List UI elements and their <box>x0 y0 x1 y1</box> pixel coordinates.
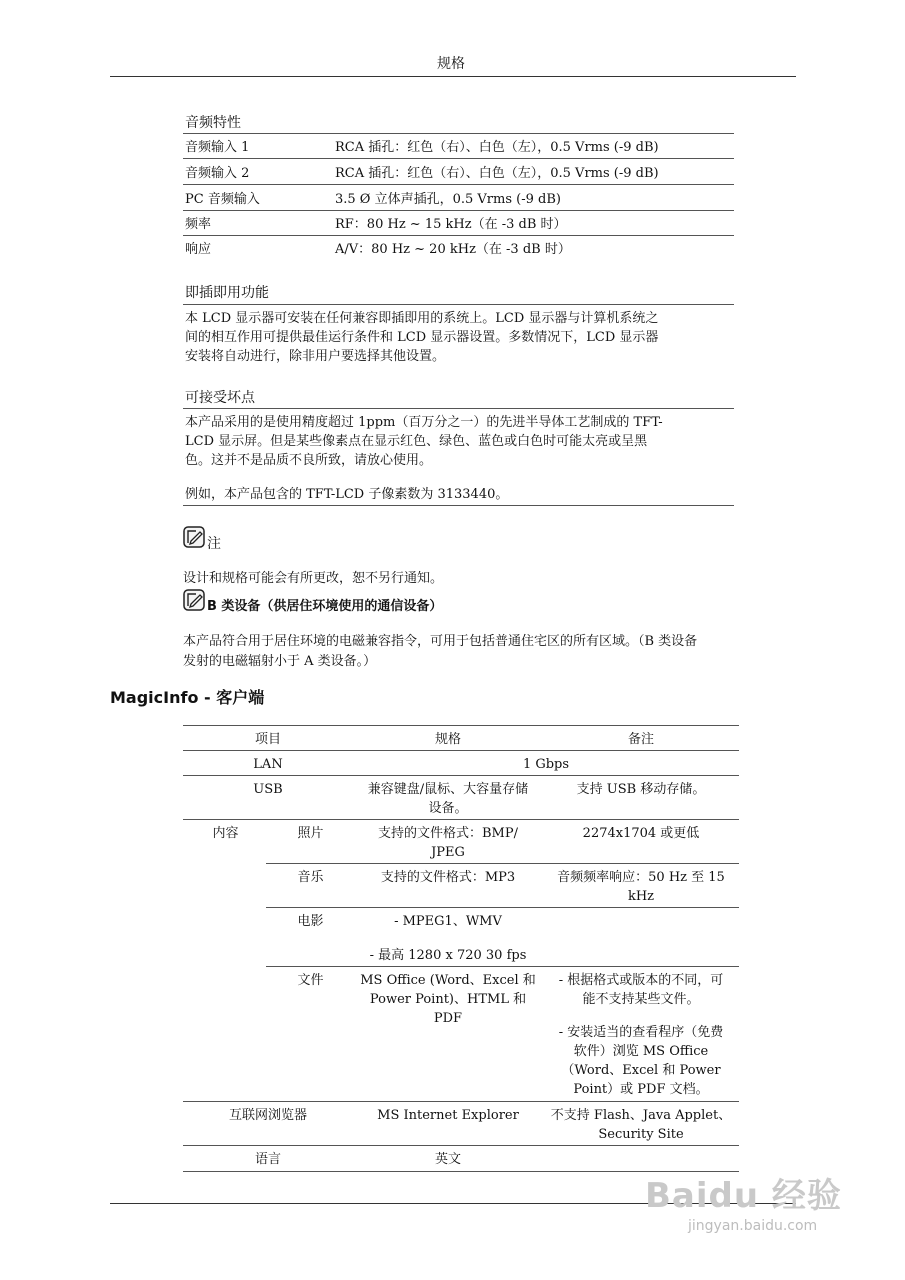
audio-row-value: RF：80 Hz ~ 15 kHz（在 -3 dB 时） <box>335 217 567 232</box>
mi-rule <box>266 966 739 967</box>
plug-line: 本 LCD 显示器可安装在任何兼容即插即用的系统上。LCD 显示器与计算机系统之 <box>185 311 659 326</box>
mi-usb-note: 支持 USB 移动存储。 <box>576 782 706 797</box>
pixel-rule-bottom <box>183 505 734 506</box>
plug-heading: 即插即用功能 <box>185 285 269 301</box>
mi-lan-label: LAN <box>253 757 283 772</box>
classb-title: B 类设备（供居住环境使用的通信设备） <box>207 599 443 614</box>
mi-rule <box>183 750 739 751</box>
audio-rule-1 <box>183 158 734 159</box>
classb-line: 发射的电磁辐射小于 A 类设备。） <box>183 654 377 669</box>
pixel-example: 例如，本产品包含的 TFT-LCD 子像素数为 3133440。 <box>185 487 509 502</box>
mi-language-label: 语言 <box>254 1152 281 1167</box>
plug-line: 安装将自动进行，除非用户要选择其他设置。 <box>185 349 446 364</box>
audio-rule-2 <box>183 184 734 185</box>
mi-usb-spec: 兼容键盘/鼠标、大容量存储 <box>367 782 529 797</box>
note-label: 注 <box>207 536 221 552</box>
mi-rule <box>183 1145 739 1146</box>
mi-music-note: kHz <box>627 889 655 904</box>
header-rule <box>110 76 796 77</box>
pixel-rule <box>183 408 734 409</box>
mi-movie-spec: - MPEG1、WMV <box>394 914 502 929</box>
mi-file-note: - 根据格式或版本的不同，可 <box>558 973 724 988</box>
mi-music-spec: 支持的文件格式：MP3 <box>380 870 516 885</box>
mi-file-spec: PDF <box>433 1011 463 1026</box>
mi-movie-label: 电影 <box>297 914 324 929</box>
audio-rule-0 <box>183 133 734 134</box>
pixel-line: LCD 显示屏。但是某些像素点在显示红色、绿色、蓝色或白色时可能太亮或呈黑 <box>185 434 648 449</box>
page-header-title: 规格 <box>437 56 465 72</box>
pixel-line: 本产品采用的是使用精度超过 1ppm（百万分之一）的先进半导体工艺制成的 TFT- <box>185 415 663 430</box>
mi-file-note: （Word、Excel 和 Power <box>561 1063 721 1078</box>
magicinfo-title: MagicInfo - 客户端 <box>110 688 265 707</box>
audio-row-label: 响应 <box>185 242 212 257</box>
mi-music-note: 音频频率响应：50 Hz 至 15 <box>557 870 725 885</box>
classb-line: 本产品符合用于居住环境的电磁兼容指令，可用于包括普通住宅区的所有区域。（B 类设备 <box>183 634 698 649</box>
note-text: 设计和规格可能会有所更改，恕不另行通知。 <box>183 571 444 586</box>
mi-usb-label: USB <box>253 782 283 797</box>
note-icon <box>183 526 205 548</box>
pixel-line: 色。这并不是品质不良所致，请放心使用。 <box>185 453 433 468</box>
pixel-heading: 可接受坏点 <box>185 390 255 406</box>
watermark-logo: Baidu 经验 <box>645 1176 842 1216</box>
audio-rule-4 <box>183 235 734 236</box>
audio-row-value: RCA 插孔：红色（右）、白色（左），0.5 Vrms (-9 dB) <box>335 166 659 181</box>
mi-language-spec: 英文 <box>434 1152 461 1167</box>
mi-rule <box>183 1101 739 1102</box>
mi-header-item: 项目 <box>254 732 281 747</box>
mi-photo-spec: JPEG <box>431 845 465 860</box>
mi-photo-spec: 支持的文件格式：BMP/ <box>378 826 518 841</box>
watermark-url: jingyan.baidu.com <box>688 1218 818 1234</box>
audio-row-value: 3.5 Ø 立体声插孔，0.5 Vrms (-9 dB) <box>335 192 561 207</box>
mi-file-spec: MS Office (Word、Excel 和 <box>360 973 536 988</box>
mi-browser-label: 互联网浏览器 <box>228 1108 307 1123</box>
mi-movie-spec: - 最高 1280 x 720 30 fps <box>369 948 527 963</box>
mi-file-note: 能不支持某些文件。 <box>582 992 700 1007</box>
audio-row-value: RCA 插孔：红色（右）、白色（左），0.5 Vrms (-9 dB) <box>335 140 659 155</box>
mi-file-note: - 安装适当的查看程序（免费 <box>558 1025 724 1040</box>
mi-lan-spec: 1 Gbps <box>522 757 570 772</box>
audio-row-label: 音频输入 1 <box>185 140 250 155</box>
audio-row-value: A/V：80 Hz ~ 20 kHz（在 -3 dB 时） <box>335 242 571 257</box>
mi-rule <box>183 819 739 820</box>
mi-browser-spec: MS Internet Explorer <box>377 1108 519 1123</box>
mi-rule <box>266 863 739 864</box>
mi-header-note: 备注 <box>627 732 654 747</box>
mi-browser-note: 不支持 Flash、Java Applet、 <box>550 1108 732 1123</box>
mi-music-label: 音乐 <box>297 870 324 885</box>
mi-header-spec: 规格 <box>434 732 461 747</box>
audio-rule-3 <box>183 210 734 211</box>
mi-browser-note: Security Site <box>598 1127 684 1142</box>
mi-rule-top <box>183 725 739 726</box>
mi-photo-label: 照片 <box>297 826 324 841</box>
mi-content-label: 内容 <box>212 826 239 841</box>
mi-photo-note: 2274x1704 或更低 <box>582 826 700 841</box>
mi-file-label: 文件 <box>297 973 324 988</box>
plug-line: 间的相互作用可提供最佳运行条件和 LCD 显示器设置。多数情况下，LCD 显示器 <box>185 330 659 345</box>
plug-rule <box>183 304 734 305</box>
mi-rule <box>183 775 739 776</box>
audio-row-label: PC 音频输入 <box>185 192 260 207</box>
mi-rule <box>266 907 739 908</box>
audio-row-label: 音频输入 2 <box>185 166 250 181</box>
mi-file-spec: Power Point)、HTML 和 <box>369 992 527 1007</box>
mi-file-note: 软件）浏览 MS Office <box>573 1044 709 1059</box>
mi-usb-spec: 设备。 <box>428 801 468 816</box>
mi-file-note: Point）或 PDF 文档。 <box>573 1082 709 1097</box>
audio-row-label: 频率 <box>185 217 212 232</box>
audio-heading: 音频特性 <box>185 115 241 131</box>
note-icon <box>183 589 205 611</box>
